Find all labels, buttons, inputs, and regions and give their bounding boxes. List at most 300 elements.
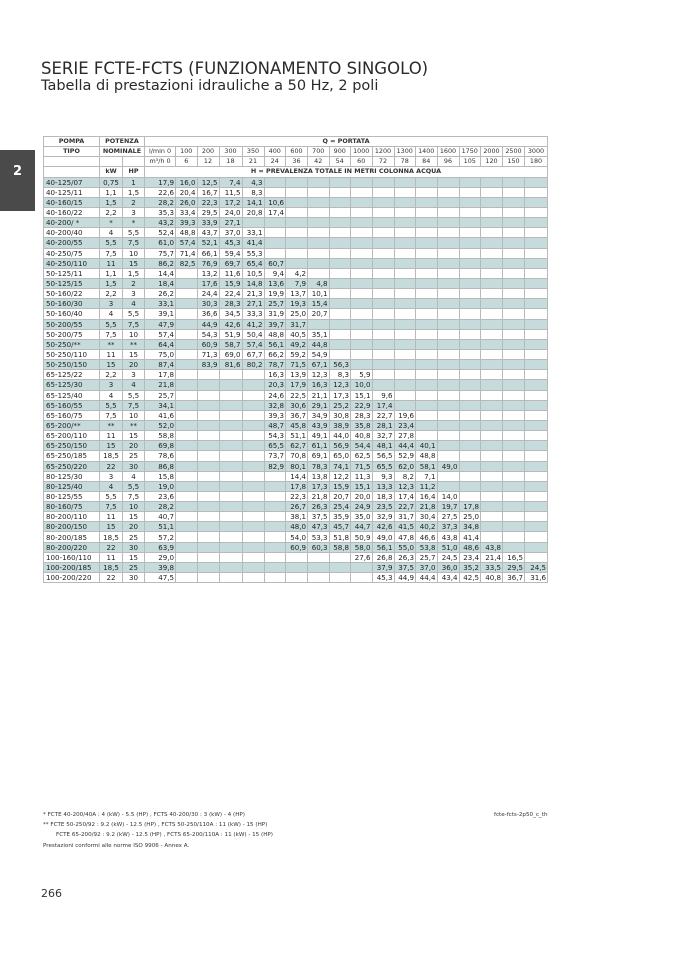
head-cell (437, 177, 459, 187)
head-cell: 52,1 (197, 238, 219, 248)
file-reference: fcte-fcts-2p50_c_th (494, 812, 548, 818)
head-cell (525, 177, 548, 187)
head-cell (503, 420, 525, 430)
head-cell (503, 339, 525, 349)
head-cell: 58,1 (416, 461, 438, 471)
head-cell: 19,9 (264, 289, 286, 299)
head-cell (416, 349, 438, 359)
head-cell: 70,8 (286, 451, 308, 461)
head-cell (481, 248, 503, 258)
head-cell (351, 319, 373, 329)
head-cell: 69,0 (219, 349, 242, 359)
head-cell: 15,8 (145, 471, 176, 481)
power-hp-cell: 2 (123, 197, 145, 207)
head-cell: 80,2 (242, 360, 264, 370)
head-cell: 56,9 (329, 441, 351, 451)
head-cell (459, 390, 481, 400)
head-cell (503, 187, 525, 197)
head-cell (197, 380, 219, 390)
head-cell: 56,1 (372, 542, 394, 552)
head-cell (264, 471, 286, 481)
pump-type-cell: 65-160/55 (44, 400, 100, 410)
power-kw-cell: 4 (100, 390, 123, 400)
head-cell (481, 278, 503, 288)
head-cell (394, 319, 416, 329)
head-cell: 37,0 (219, 228, 242, 238)
head-cell: 24,5 (437, 552, 459, 562)
head-cell: 12,3 (394, 481, 416, 491)
head-cell: 22,4 (219, 289, 242, 299)
head-cell (394, 268, 416, 278)
head-cell (329, 573, 351, 583)
head-cell (525, 451, 548, 461)
head-cell (525, 207, 548, 217)
head-cell (329, 349, 351, 359)
head-cell (264, 542, 286, 552)
head-cell (176, 268, 198, 278)
power-kw-cell: 22 (100, 461, 123, 471)
pump-type-cell: 50-250/110 (44, 349, 100, 359)
head-cell: 11,2 (416, 481, 438, 491)
flow-m3h-header: 60 (351, 157, 373, 167)
head-cell: 66,1 (197, 248, 219, 258)
flow-m3h-header: 180 (525, 157, 548, 167)
head-cell: 28,3 (351, 410, 373, 420)
head-cell (372, 380, 394, 390)
head-cell (459, 339, 481, 349)
head-cell: 19,7 (437, 502, 459, 512)
head-cell: 75,0 (145, 349, 176, 359)
head-cell: 82,5 (176, 258, 198, 268)
head-cell (459, 177, 481, 187)
head-cell (329, 248, 351, 258)
table-row (44, 491, 548, 501)
head-cell (525, 390, 548, 400)
head-cell: 13,2 (197, 268, 219, 278)
head-cell: 16,7 (197, 187, 219, 197)
pump-type-cell: 50-160/40 (44, 309, 100, 319)
head-cell: 17,4 (394, 491, 416, 501)
head-cell: 33,1 (242, 228, 264, 238)
head-cell (437, 431, 459, 441)
head-cell (481, 268, 503, 278)
head-cell (176, 289, 198, 299)
head-cell (308, 258, 330, 268)
table-row (44, 502, 548, 512)
head-cell: 36,7 (286, 410, 308, 420)
head-cell (459, 319, 481, 329)
power-hp-cell: 7,5 (123, 319, 145, 329)
head-cell (242, 390, 264, 400)
head-cell: 16,0 (176, 177, 198, 187)
pump-type-cell: 65-125/30 (44, 380, 100, 390)
power-hp-cell: 3 (123, 370, 145, 380)
pump-type-cell: 50-125/15 (44, 278, 100, 288)
head-cell: 33,9 (197, 218, 219, 228)
head-cell (459, 461, 481, 471)
flow-lmin-header: 1750 (459, 147, 481, 157)
head-cell: 11,5 (219, 187, 242, 197)
head-cell (219, 552, 242, 562)
table-row (44, 532, 548, 542)
head-cell: 24,6 (264, 390, 286, 400)
power-hp-cell: 15 (123, 349, 145, 359)
head-cell (351, 238, 373, 248)
pump-type-cell: 40-250/75 (44, 248, 100, 258)
head-cell (525, 512, 548, 522)
head-cell: 11,3 (351, 471, 373, 481)
head-cell: 86,2 (145, 258, 176, 268)
pump-type-cell: 65-125/40 (44, 390, 100, 400)
power-hp-cell: 10 (123, 329, 145, 339)
head-cell (219, 380, 242, 390)
head-cell (329, 562, 351, 572)
pump-type-cell: 40-160/22 (44, 207, 100, 217)
flow-lmin-header: 600 (286, 147, 308, 157)
table-row (44, 461, 548, 471)
flow-lmin-header: 1200 (372, 147, 394, 157)
head-cell (503, 441, 525, 451)
head-cell (437, 400, 459, 410)
head-cell (264, 228, 286, 238)
head-cell: 29,5 (197, 207, 219, 217)
head-cell (481, 410, 503, 420)
head-cell (437, 451, 459, 461)
head-cell (525, 309, 548, 319)
power-hp-cell: 5,5 (123, 228, 145, 238)
header-portata: Q = PORTATA (145, 137, 548, 147)
power-kw-cell: 4 (100, 309, 123, 319)
head-cell (264, 512, 286, 522)
head-cell: 27,5 (437, 512, 459, 522)
head-cell: 81,6 (219, 360, 242, 370)
head-cell (219, 420, 242, 430)
head-cell: 7,4 (219, 177, 242, 187)
table-row (44, 218, 548, 228)
head-cell (242, 562, 264, 572)
head-cell (416, 390, 438, 400)
table-row (44, 207, 548, 217)
head-cell: 62,0 (394, 461, 416, 471)
head-cell (503, 207, 525, 217)
flow-lmin-header: 1300 (394, 147, 416, 157)
power-hp-cell: 5,5 (123, 481, 145, 491)
flow-lmin-header: 200 (197, 147, 219, 157)
head-cell (481, 441, 503, 451)
head-cell: 58,8 (145, 431, 176, 441)
head-cell: 43,4 (437, 573, 459, 583)
table-row (44, 542, 548, 552)
head-cell (394, 197, 416, 207)
head-cell (525, 360, 548, 370)
head-cell (481, 319, 503, 329)
head-cell (242, 400, 264, 410)
head-cell: 12,5 (197, 177, 219, 187)
head-cell: 60,9 (286, 542, 308, 552)
power-hp-cell: 25 (123, 451, 145, 461)
flow-m3h-header: 6 (176, 157, 198, 167)
head-cell (242, 218, 264, 228)
head-cell: 25,0 (286, 309, 308, 319)
flow-lmin-header: 700 (308, 147, 330, 157)
head-cell: 22,9 (351, 400, 373, 410)
head-cell: 17,4 (264, 207, 286, 217)
head-cell: 8,3 (329, 370, 351, 380)
power-kw-cell: 11 (100, 512, 123, 522)
head-cell: 12,2 (329, 471, 351, 481)
head-cell (329, 299, 351, 309)
head-cell: 56,1 (264, 339, 286, 349)
head-cell: 17,6 (197, 278, 219, 288)
head-cell: 26,8 (372, 552, 394, 562)
head-cell: 66,2 (264, 349, 286, 359)
head-cell: 44,9 (197, 319, 219, 329)
head-cell (503, 532, 525, 542)
head-cell: 63,9 (145, 542, 176, 552)
power-kw-cell: 4 (100, 481, 123, 491)
head-cell: 17,8 (286, 481, 308, 491)
head-cell (503, 299, 525, 309)
head-cell (197, 410, 219, 420)
head-cell: 7,9 (286, 278, 308, 288)
power-hp-cell: 3 (123, 207, 145, 217)
table-row (44, 289, 548, 299)
flow-m3h-header: 120 (481, 157, 503, 167)
head-cell: 12,3 (308, 370, 330, 380)
head-cell: 12,3 (329, 380, 351, 390)
flow-lmin-header: 400 (264, 147, 286, 157)
head-cell: 20,7 (329, 491, 351, 501)
head-cell: 25,7 (264, 299, 286, 309)
head-cell: 57,4 (176, 238, 198, 248)
power-kw-cell: 1,1 (100, 187, 123, 197)
pump-type-cell: 40-200/ * (44, 218, 100, 228)
head-cell: 36,0 (437, 562, 459, 572)
head-cell: 39,1 (145, 309, 176, 319)
pump-type-cell: 40-125/11 (44, 187, 100, 197)
head-cell: 19,0 (145, 481, 176, 491)
head-cell (481, 289, 503, 299)
head-cell: 48,8 (416, 451, 438, 461)
head-cell: 33,3 (242, 309, 264, 319)
head-cell (503, 481, 525, 491)
head-cell: 13,3 (372, 481, 394, 491)
head-cell: 29,5 (503, 562, 525, 572)
head-cell: 25,4 (329, 502, 351, 512)
head-cell (308, 228, 330, 238)
head-cell (197, 390, 219, 400)
head-cell (416, 329, 438, 339)
head-cell (416, 258, 438, 268)
table-row (44, 329, 548, 339)
head-cell: 15,9 (329, 481, 351, 491)
head-cell: 13,9 (286, 370, 308, 380)
head-cell: 42,6 (372, 522, 394, 532)
head-cell (329, 207, 351, 217)
head-cell (197, 451, 219, 461)
head-cell (416, 197, 438, 207)
head-cell (394, 228, 416, 238)
head-cell (459, 370, 481, 380)
head-cell (416, 431, 438, 441)
head-cell (351, 349, 373, 359)
flow-lmin-header: 100 (176, 147, 198, 157)
head-cell (503, 238, 525, 248)
pump-type-cell: 40-250/110 (44, 258, 100, 268)
power-hp-cell: 25 (123, 562, 145, 572)
header-lmin-unit: l/min 0 (145, 147, 176, 157)
head-cell (525, 248, 548, 258)
head-cell (437, 248, 459, 258)
head-cell (416, 410, 438, 420)
head-cell (286, 177, 308, 187)
head-cell (264, 532, 286, 542)
head-cell (481, 451, 503, 461)
head-cell: 20,8 (242, 207, 264, 217)
head-cell: 26,0 (176, 197, 198, 207)
head-cell: 48,1 (372, 441, 394, 451)
head-cell: 14,1 (242, 197, 264, 207)
head-cell (503, 289, 525, 299)
head-cell: 82,9 (264, 461, 286, 471)
head-cell (264, 218, 286, 228)
head-cell (503, 248, 525, 258)
head-cell (176, 319, 198, 329)
pump-type-cell: 50-200/55 (44, 319, 100, 329)
head-cell (219, 532, 242, 542)
table-row (44, 238, 548, 248)
pump-type-cell: 50-200/75 (44, 329, 100, 339)
power-hp-cell: 7,5 (123, 491, 145, 501)
head-cell (525, 542, 548, 552)
head-cell: 54,4 (351, 441, 373, 451)
pump-type-cell: 50-250/** (44, 339, 100, 349)
head-cell: 14,8 (242, 278, 264, 288)
head-cell (459, 380, 481, 390)
head-cell: 48,7 (264, 420, 286, 430)
head-cell: 38,9 (329, 420, 351, 430)
head-cell (264, 502, 286, 512)
head-cell (264, 187, 286, 197)
power-kw-cell: 15 (100, 360, 123, 370)
head-cell (372, 218, 394, 228)
head-cell (481, 299, 503, 309)
pump-type-cell: 100-160/110 (44, 552, 100, 562)
head-cell: 40,2 (416, 522, 438, 532)
power-kw-cell: 5,5 (100, 238, 123, 248)
head-cell (481, 370, 503, 380)
head-cell: 69,7 (219, 258, 242, 268)
head-cell (416, 360, 438, 370)
power-hp-cell: 15 (123, 512, 145, 522)
head-cell: 22,6 (145, 187, 176, 197)
table-row (44, 380, 548, 390)
head-cell: 43,2 (145, 218, 176, 228)
head-cell (351, 289, 373, 299)
head-cell: 35,3 (145, 207, 176, 217)
head-cell: 51,1 (286, 431, 308, 441)
head-cell: 23,6 (145, 491, 176, 501)
head-cell (503, 349, 525, 359)
head-cell: 44,7 (351, 522, 373, 532)
head-cell (503, 502, 525, 512)
head-cell (372, 299, 394, 309)
head-cell (329, 228, 351, 238)
power-kw-cell: 3 (100, 380, 123, 390)
head-cell: 67,7 (242, 349, 264, 359)
head-cell: 30,6 (286, 400, 308, 410)
flow-lmin-header: 900 (329, 147, 351, 157)
head-cell: 22,3 (197, 197, 219, 207)
head-cell (176, 339, 198, 349)
head-cell: 11,6 (219, 268, 242, 278)
pump-type-cell: 50-250/150 (44, 360, 100, 370)
head-cell: 47,5 (145, 573, 176, 583)
head-cell (416, 400, 438, 410)
head-cell: 40,5 (286, 329, 308, 339)
head-cell (329, 339, 351, 349)
head-cell (329, 289, 351, 299)
pump-type-cell: 40-200/55 (44, 238, 100, 248)
head-cell (416, 278, 438, 288)
table-row (44, 390, 548, 400)
head-cell: 52,9 (394, 451, 416, 461)
head-cell (437, 481, 459, 491)
head-cell: 17,4 (372, 400, 394, 410)
head-cell: 42,5 (459, 573, 481, 583)
head-cell (459, 197, 481, 207)
head-cell: 47,3 (308, 522, 330, 532)
power-hp-cell: 30 (123, 542, 145, 552)
head-cell: 27,6 (351, 552, 373, 562)
head-cell (525, 228, 548, 238)
table-row (44, 451, 548, 461)
table-row (44, 481, 548, 491)
head-cell (351, 207, 373, 217)
head-cell: 33,1 (145, 299, 176, 309)
head-cell (437, 339, 459, 349)
head-cell (394, 329, 416, 339)
head-cell: 86,8 (145, 461, 176, 471)
head-cell: 52,0 (145, 420, 176, 430)
power-kw-cell: 5,5 (100, 400, 123, 410)
table-row (44, 512, 548, 522)
power-kw-cell: 15 (100, 522, 123, 532)
head-cell: 40,1 (416, 441, 438, 451)
flow-lmin-header: 2500 (503, 147, 525, 157)
head-cell (264, 573, 286, 583)
power-kw-cell: 18,5 (100, 532, 123, 542)
head-cell: 51,8 (329, 532, 351, 542)
head-cell: 13,8 (308, 471, 330, 481)
head-cell (242, 471, 264, 481)
head-cell (329, 552, 351, 562)
head-cell (242, 532, 264, 542)
head-cell (329, 278, 351, 288)
head-cell (351, 197, 373, 207)
head-cell: 22,5 (286, 390, 308, 400)
head-cell: 56,3 (329, 360, 351, 370)
head-cell (394, 360, 416, 370)
head-cell (437, 228, 459, 238)
head-cell (264, 248, 286, 258)
head-cell (219, 370, 242, 380)
head-cell (481, 481, 503, 491)
head-cell (394, 370, 416, 380)
head-cell (525, 410, 548, 420)
head-cell: 53,3 (308, 532, 330, 542)
head-cell (525, 420, 548, 430)
